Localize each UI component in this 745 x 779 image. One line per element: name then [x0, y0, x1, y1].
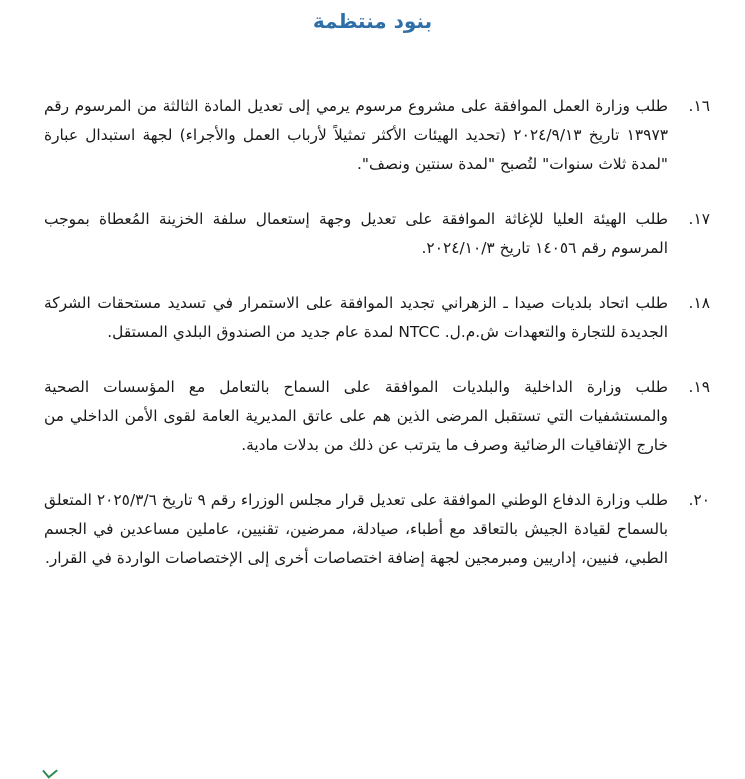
page-title: بنود منتظمة [312, 9, 433, 33]
check-mark-icon [42, 763, 58, 778]
item-text: طلب وزارة الدفاع الوطني الموافقة على تعديل قرار مجلس الوزراء رقم ٩ تاريخ ٢٠٢٥/٣/٦ المتعلق بالسماح لقيادة الجيش بالتعاقد مع أطباء، صيادلة، ممرضين، تقنيين، عاملين مساعدين في الجسم الطبي، فنيين، إداريين ومبرمجين لجهة إضافة اختصاصات أخرى إلى الإختصاصات الواردة في القرار. [44, 491, 668, 567]
item-number: ١٩. [688, 378, 710, 396]
list-item-20 [44, 486, 710, 573]
item-text: طلب وزارة العمل الموافقة على مشروع مرسوم يرمي إلى تعديل المادة الثالثة من المرسوم رقم ١٣٩٧٣ تاريخ ٢٠٢٤/٩/١٣ (تحديد الهيئات الأكثر تمثيلاً لأرباب العمل والأجراء) لجهة استبدال عبارة "لمدة ثلاث سنوات" لتُصبح "لمدة سنتين ونصف". [44, 97, 668, 173]
item-text: طلب اتحاد بلديات صيدا ـ الزهراني تجديد الموافقة على الاستمرار في تسديد مستحقات الشركة الجديدة للتجارة والتعهدات ش.م.ل. NTCC لمدة عام جديد من الصندوق البلدي المستقل. [44, 294, 668, 341]
item-text: طلب وزارة الداخلية والبلديات الموافقة على السماح بالتعامل مع المؤسسات الصحية والمستشفيات التي تستقبل المرضى الذين هم على عاتق المديرية العامة لقوى الأمن الداخلي من خارج الإتفاقيات الرضائية وصرف ما يترتب عن ذلك من بدلات مادية. [44, 378, 668, 454]
item-number: ٢٠. [688, 491, 710, 509]
list-item-17 [44, 205, 710, 263]
item-number: ١٦. [688, 97, 710, 115]
list-item-18 [44, 289, 710, 347]
list-item-16 [44, 92, 710, 179]
item-number: ١٨. [688, 294, 710, 312]
list-item-19 [44, 373, 710, 460]
item-number: ١٧. [688, 210, 710, 228]
item-text: طلب الهيئة العليا للإغاثة الموافقة على تعديل وجهة إستعمال سلفة الخزينة المُعطاة بموجب المرسوم رقم ١٤٠٥٦ تاريخ ٢٠٢٤/١٠/٣. [44, 210, 668, 257]
items-list [44, 92, 710, 573]
